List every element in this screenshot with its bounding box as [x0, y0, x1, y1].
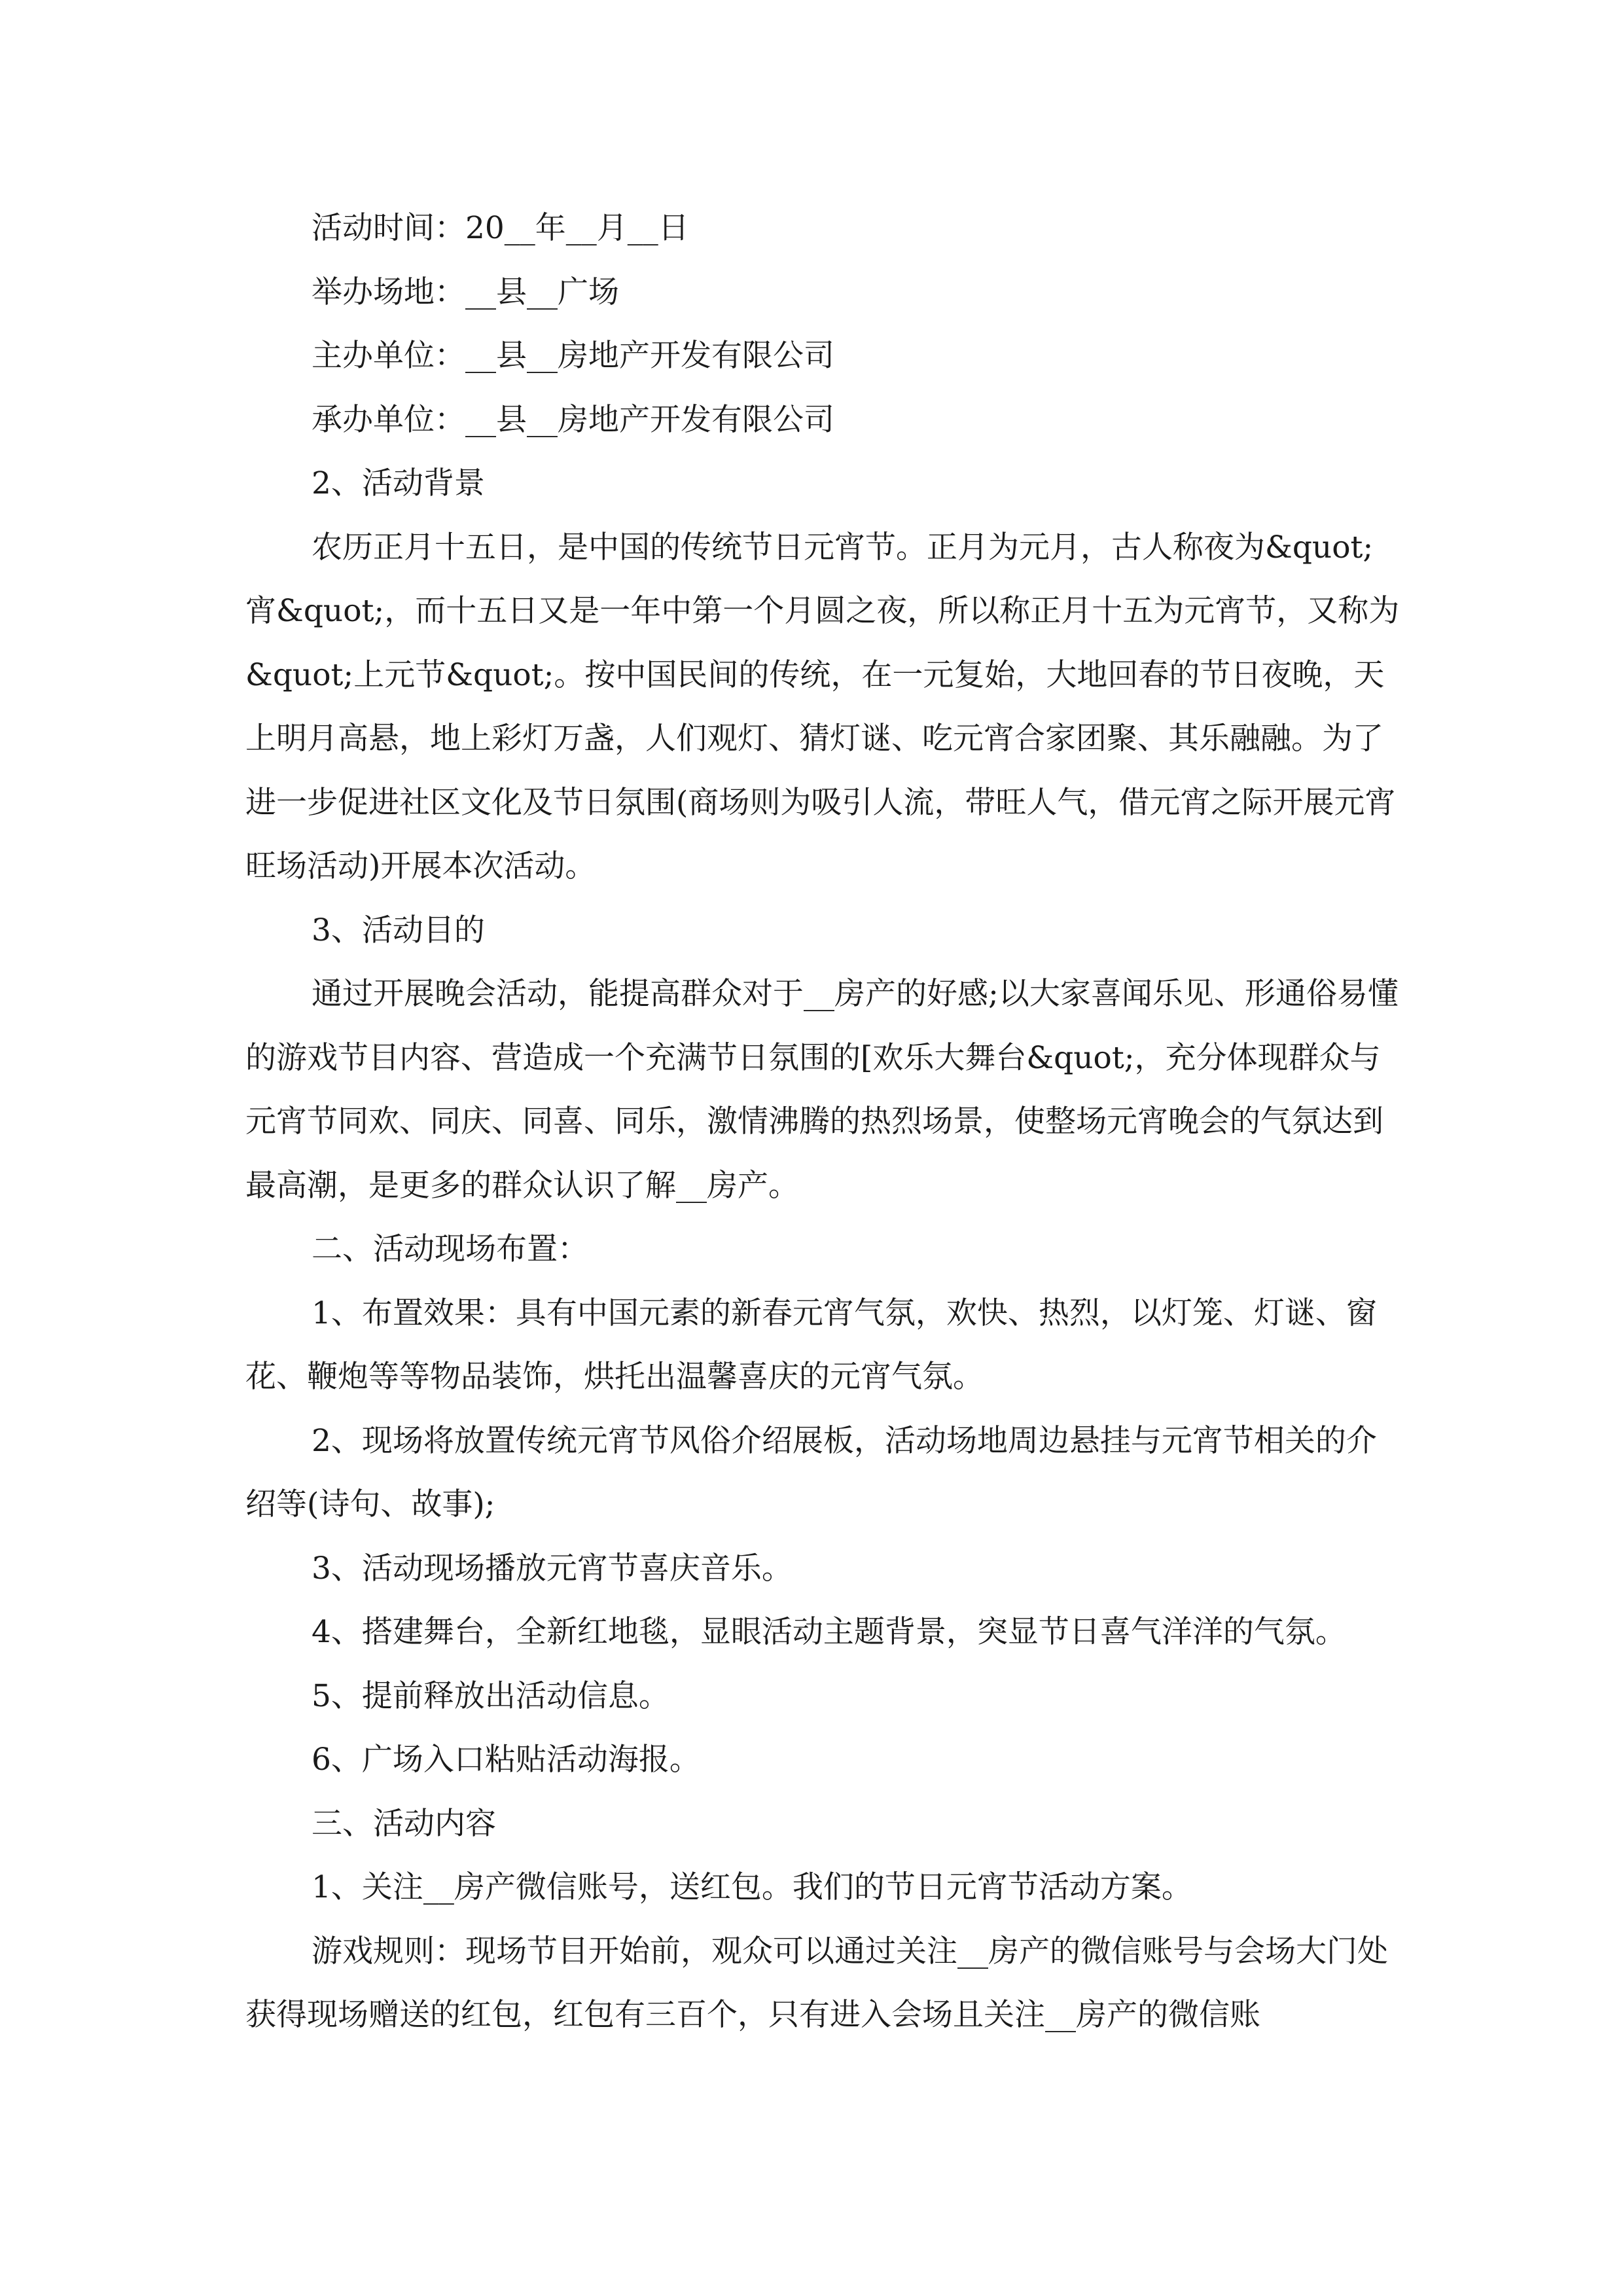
- game-rules-paragraph: 游戏规则：现场节目开始前，观众可以通过关注__房产的微信账号与会场大门处获得现场赠送的红包，红包有三百个，只有进入会场且关注__房产的微信账: [245, 1933, 1388, 2033]
- layout-item-5: 5、提前释放出活动信息。: [312, 1677, 669, 1714]
- purpose-paragraph: 通过开展晚会活动，能提高群众对于__房产的好感;以大家喜闻乐见、形通俗易懂的游戏节目内容、营造成一个充满节日氛围的[欢乐大舞台&quot;，充分体现群众与元宵节同欢、同庆、同喜、同乐，激情沸腾的热烈场景，使整场元宵晚会的气氛达到最高潮，是更多的群众认识了解__房产。: [245, 976, 1399, 1204]
- section-heading-layout: 二、活动现场布置：: [312, 1231, 588, 1267]
- layout-item-2: 2、现场将放置传统元宵节风俗介绍展板，活动场地周边悬挂与元宵节相关的介绍等(诗句、故事);: [245, 1422, 1377, 1522]
- section-heading-background: 2、活动背景: [312, 465, 485, 501]
- section-heading-content: 三、活动内容: [312, 1805, 496, 1842]
- layout-item-4: 4、搭建舞台，全新红地毯，显眼活动主题背景，突显节日喜气洋洋的气氛。: [312, 1614, 1346, 1650]
- section-heading-purpose: 3、活动目的: [312, 912, 485, 948]
- background-paragraph: 农历正月十五日，是中国的传统节日元宵节。正月为元月，古人称夜为&quot;宵&quot;，而十五日又是一年中第一个月圆之夜，所以称正月十五为元宵节，又称为&quot;上元节&quot;。按中国民间的传统，在一元复始，大地回春的节日夜晚，天上明月高悬，地上彩灯万盏，人们观灯、猜灯谜、吃元宵合家团聚、其乐融融。为了进一步促进社区文化及节日氛围(商场则为吸引人流，带旺人气，借元宵之际开展元宵旺场活动)开展本次活动。: [245, 529, 1400, 884]
- content-item-1: 1、关注__房产微信账号，送红包。我们的节日元宵节活动方案。: [312, 1869, 1192, 1905]
- event-time-line: 活动时间：20__年__月__日: [312, 210, 689, 246]
- layout-item-6: 6、广场入口粘贴活动海报。: [312, 1742, 700, 1778]
- co-organizer-line: 承办单位：__县__房地产开发有限公司: [312, 401, 834, 438]
- layout-item-3: 3、活动现场播放元宵节喜庆音乐。: [312, 1550, 793, 1587]
- layout-item-1: 1、布置效果：具有中国元素的新春元宵气氛，欢快、热烈，以灯笼、灯谜、窗花、鞭炮等等物品装饰，烘托出温馨喜庆的元宵气氛。: [245, 1295, 1377, 1395]
- document-body: [245, 196, 1404, 2047]
- venue-line: 举办场地：__县__广场: [312, 274, 619, 310]
- organizer-line: 主办单位：__县__房地产开发有限公司: [312, 338, 834, 374]
